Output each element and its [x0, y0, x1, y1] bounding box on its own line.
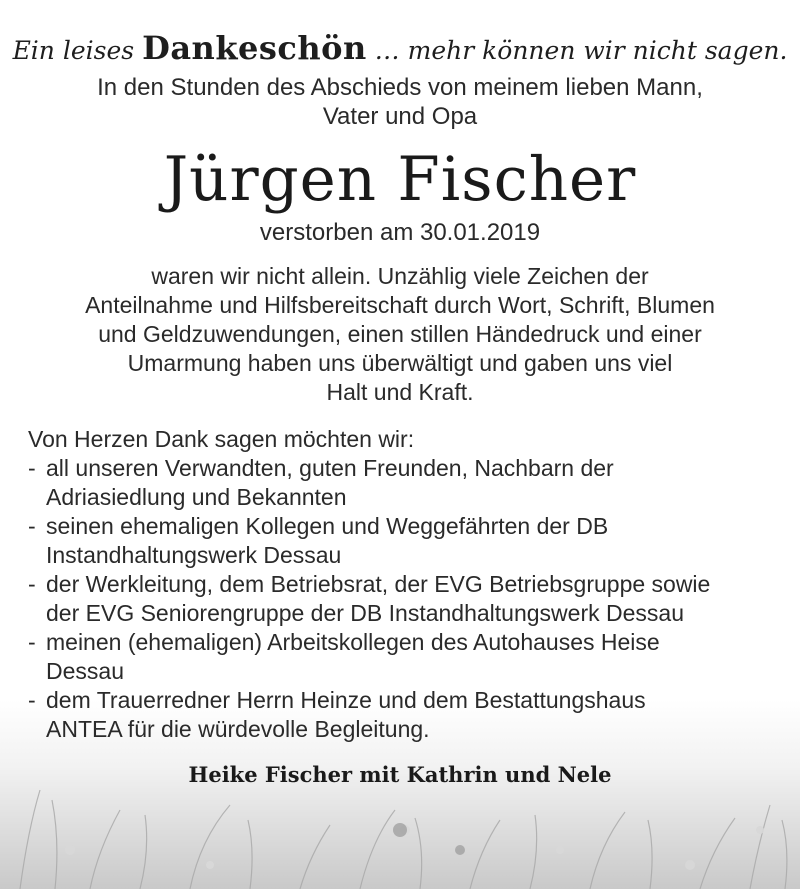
body-line: waren wir nicht allein. Unzählig viele Zeichen der: [151, 263, 649, 289]
list-item-line: der Werkleitung, dem Betriebsrat, der EVG Betriebsgruppe sowie: [46, 571, 711, 597]
signature: Heike Fischer mit Kathrin und Nele: [188, 762, 612, 787]
intro-line: Vater und Opa: [322, 103, 478, 130]
body-line: Umarmung haben uns überwältigt und gaben uns viel: [127, 350, 673, 376]
header-line: [0, 28, 800, 68]
body-paragraph: [0, 262, 800, 407]
list-item-line: Dessau: [46, 658, 124, 684]
list-item: [28, 686, 788, 744]
list-item-line: Adriasiedlung und Bekannten: [46, 484, 347, 510]
list-item: [28, 454, 788, 512]
body-line: Halt und Kraft.: [326, 379, 474, 405]
header-highlight: Dankeschön: [142, 29, 367, 67]
list-dash: -: [28, 513, 36, 539]
list-item-line: ANTEA für die würdevolle Begleitung.: [46, 716, 430, 742]
thanks-intro: Von Herzen Dank sagen möchten wir:: [28, 426, 415, 452]
list-item-line: Instandhaltungswerk Dessau: [46, 542, 342, 568]
deceased-name: Jürgen Fischer: [163, 144, 637, 215]
body-line: Anteilnahme und Hilfsbereitschaft durch Wort, Schrift, Blumen: [85, 292, 715, 318]
list-item-line: meinen (ehemaligen) Arbeitskollegen des Autohauses Heise: [46, 629, 660, 655]
list-item-line: seinen ehemaligen Kollegen und Weggefährten der DB: [46, 513, 609, 539]
list-item-line: all unseren Verwandten, guten Freunden, Nachbarn der: [46, 455, 614, 481]
intro-text: [0, 73, 800, 131]
header-prefix: Ein leises: [12, 36, 135, 65]
list-item: [28, 512, 788, 570]
body-line: und Geldzuwendungen, einen stillen Händedruck und einer: [98, 321, 702, 347]
list-dash: -: [28, 455, 36, 481]
thanks-list: [28, 454, 788, 744]
list-dash: -: [28, 687, 36, 713]
death-date: verstorben am 30.01.2019: [259, 219, 541, 246]
list-item-line: dem Trauerredner Herrn Heinze und dem Bestattungshaus: [46, 687, 646, 713]
list-dash: -: [28, 571, 36, 597]
intro-line: In den Stunden des Abschieds von meinem lieben Mann,: [97, 74, 703, 101]
list-dash: -: [28, 629, 36, 655]
list-item: [28, 628, 788, 686]
list-item-line: der EVG Seniorengruppe der DB Instandhaltungswerk Dessau: [46, 600, 684, 626]
header-suffix: … mehr können wir nicht sagen.: [374, 36, 788, 65]
list-item: [28, 570, 788, 628]
